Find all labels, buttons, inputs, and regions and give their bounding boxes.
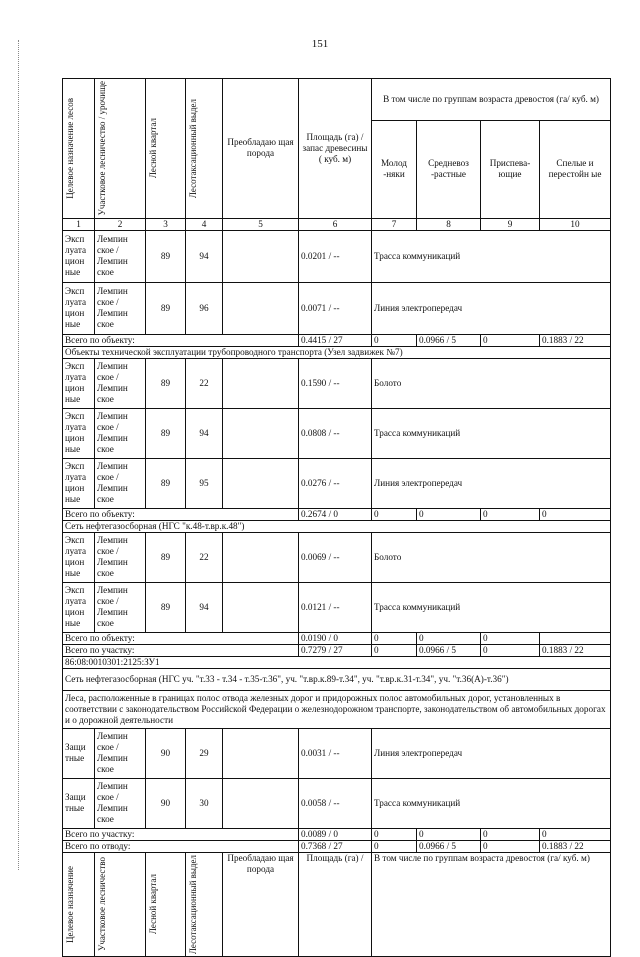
- summary-label: Всего по участку:: [63, 828, 299, 840]
- summary-row: [63, 508, 611, 520]
- cell-purpose: Эксп луата цион ные: [63, 458, 95, 508]
- cell-vydel: 22: [186, 358, 223, 408]
- summary-row: [63, 632, 611, 644]
- table-row: [63, 358, 611, 408]
- cell-area: 0.1590 / --: [299, 358, 372, 408]
- cell-species: [223, 728, 299, 778]
- summary-row: [63, 644, 611, 656]
- cell-purpose: Эксп луата цион ные: [63, 582, 95, 632]
- summary-c10: [540, 632, 611, 644]
- parcel-row: [63, 656, 611, 668]
- cell-forestry: Лемпин ское / Лемпин ское: [95, 282, 146, 334]
- forest-table: [62, 78, 611, 957]
- parcel-number: 86:08:0010301:2125:ЗУ1: [63, 656, 611, 668]
- section-row: [63, 520, 611, 532]
- summary-area: 0.4415 / 27: [299, 334, 372, 346]
- cell-note: Болото: [372, 532, 611, 582]
- cell-vydel: 96: [186, 282, 223, 334]
- cell-kvartal: 89: [146, 458, 186, 508]
- summary-c7: 0: [372, 632, 417, 644]
- cell-area: 0.0121 / --: [299, 582, 372, 632]
- header-species: Преобладаю щая порода: [223, 79, 299, 219]
- cell-forestry: Лемпин ское / Лемпин ское: [95, 408, 146, 458]
- col-num: 6: [299, 218, 372, 230]
- summary-area: 0.0089 / 0: [299, 828, 372, 840]
- summary-row: [63, 840, 611, 852]
- summary-c10: 0: [540, 508, 611, 520]
- col-num: 8: [417, 218, 481, 230]
- cell-area: 0.0808 / --: [299, 408, 372, 458]
- cell-kvartal: 90: [146, 728, 186, 778]
- summary-c8: 0: [417, 508, 481, 520]
- summary-c10: 0.1883 / 22: [540, 644, 611, 656]
- section-row: [63, 668, 611, 690]
- cell-kvartal: 89: [146, 358, 186, 408]
- cell-forestry: Лемпин ское / Лемпин ское: [95, 230, 146, 282]
- cell-species: [223, 778, 299, 828]
- summary-c10: 0: [540, 828, 611, 840]
- cell-vydel: 30: [186, 778, 223, 828]
- cell-vydel: 94: [186, 582, 223, 632]
- summary-c9: 0: [481, 828, 540, 840]
- summary-area: 0.7368 / 27: [299, 840, 372, 852]
- header-kvartal: Лесной квартал: [146, 79, 186, 219]
- col-num: 3: [146, 218, 186, 230]
- summary-area: 0.7279 / 27: [299, 644, 372, 656]
- table-row: [63, 582, 611, 632]
- header-forestry: Участковое лесничество / урочище: [95, 79, 146, 219]
- cell-area: 0.0058 / --: [299, 778, 372, 828]
- cell-vydel: 94: [186, 408, 223, 458]
- cell-vydel: 95: [186, 458, 223, 508]
- col-num: 5: [223, 218, 299, 230]
- table-row: [63, 532, 611, 582]
- summary-c8: 0.0966 / 5: [417, 644, 481, 656]
- cell-forestry: Лемпин ское / Лемпин ское: [95, 778, 146, 828]
- summary-label: Всего по объекту:: [63, 334, 299, 346]
- summary-c7: 0: [372, 840, 417, 852]
- section-row: [63, 346, 611, 358]
- cell-kvartal: 89: [146, 230, 186, 282]
- cell-vydel: 29: [186, 728, 223, 778]
- footer-header-forestry: Участковое лесничество: [95, 852, 146, 956]
- summary-label: Всего по отводу:: [63, 840, 299, 852]
- cell-note: Болото: [372, 358, 611, 408]
- cell-note: Трасса коммуникаций: [372, 778, 611, 828]
- table-row: [63, 728, 611, 778]
- cell-note: Трасса коммуникаций: [372, 230, 611, 282]
- table-row: [63, 282, 611, 334]
- cell-note: Линия электропередач: [372, 728, 611, 778]
- summary-c10: 0.1883 / 22: [540, 840, 611, 852]
- header-area: Площадь (га) / запас древесины ( куб. м): [299, 79, 372, 219]
- col-num: 7: [372, 218, 417, 230]
- col-num: 10: [540, 218, 611, 230]
- table-row: [63, 230, 611, 282]
- page-number: 151: [311, 38, 329, 50]
- header-young: Молод -няки: [372, 121, 417, 218]
- cell-forestry: Лемпин ское / Лемпин ское: [95, 458, 146, 508]
- cell-purpose: Эксп луата цион ные: [63, 230, 95, 282]
- section-title: Сеть нефтегазосборная (НГС "к.48-т.вр.к.48"): [63, 520, 611, 532]
- cell-species: [223, 458, 299, 508]
- cell-area: 0.0201 / --: [299, 230, 372, 282]
- footer-header-purpose: Целевое назначение: [63, 852, 95, 956]
- header-mature: Спелые и перестойн ые: [540, 121, 611, 218]
- table-row: [63, 778, 611, 828]
- footer-header-species: Преобладаю щая порода: [223, 852, 299, 956]
- cell-area: 0.0071 / --: [299, 282, 372, 334]
- cell-purpose: Эксп луата цион ные: [63, 408, 95, 458]
- cell-forestry: Лемпин ское / Лемпин ское: [95, 582, 146, 632]
- table-row: [63, 408, 611, 458]
- cell-area: 0.0069 / --: [299, 532, 372, 582]
- footer-header-vydel: Лесотаксационный выдел: [186, 852, 223, 956]
- cell-purpose: Защи тные: [63, 778, 95, 828]
- cell-species: [223, 408, 299, 458]
- summary-area: 0.2674 / 0: [299, 508, 372, 520]
- footer-header-area: Площадь (га) /: [299, 852, 372, 956]
- summary-c9: 0: [481, 632, 540, 644]
- cell-species: [223, 230, 299, 282]
- cell-species: [223, 532, 299, 582]
- cell-kvartal: 90: [146, 778, 186, 828]
- cell-purpose: Эксп луата цион ные: [63, 282, 95, 334]
- summary-c7: 0: [372, 644, 417, 656]
- summary-row: [63, 828, 611, 840]
- cell-forestry: Лемпин ское / Лемпин ское: [95, 728, 146, 778]
- table-row: [63, 458, 611, 508]
- summary-c9: 0: [481, 508, 540, 520]
- summary-label: Всего по объекту:: [63, 508, 299, 520]
- header-middle: Средневоз -растные: [417, 121, 481, 218]
- header-premature: Приспева- ющие: [481, 121, 540, 218]
- cell-species: [223, 358, 299, 408]
- cell-kvartal: 89: [146, 408, 186, 458]
- cell-kvartal: 89: [146, 532, 186, 582]
- section-title: Объекты технической эксплуатации трубопроводного транспорта (Узел задвижек №7): [63, 346, 611, 358]
- header-vydel: Лесотаксационный выдел: [186, 79, 223, 219]
- cell-kvartal: 89: [146, 582, 186, 632]
- cell-forestry: Лемпин ское / Лемпин ское: [95, 358, 146, 408]
- col-num: 9: [481, 218, 540, 230]
- section-description: Леса, расположенные в границах полос отвода железных дорог и придорожных полос автомобильных дорог, установленных в соответствии с законодательством Российской Федерации о железнодорожном транспорте, законодательством об автомобильных дорогах и о дорожной деятельности: [63, 690, 611, 728]
- col-num: 1: [63, 218, 95, 230]
- cell-note: Трасса коммуникаций: [372, 582, 611, 632]
- summary-c9: 0: [481, 334, 540, 346]
- summary-area: 0.0190 / 0: [299, 632, 372, 644]
- cell-note: Линия электропередач: [372, 458, 611, 508]
- cell-note: Трасса коммуникаций: [372, 408, 611, 458]
- cell-vydel: 22: [186, 532, 223, 582]
- cell-note: Линия электропередач: [372, 282, 611, 334]
- section-row: [63, 690, 611, 728]
- cell-species: [223, 282, 299, 334]
- cell-purpose: Эксп луата цион ные: [63, 532, 95, 582]
- summary-c8: 0: [417, 632, 481, 644]
- cell-forestry: Лемпин ское / Лемпин ское: [95, 532, 146, 582]
- summary-c7: 0: [372, 828, 417, 840]
- header-age-groups: В том числе по группам возраста древостоя (га/ куб. м): [372, 79, 611, 121]
- section-title: Сеть нефтегазосборная (НГС уч. "т.33 - т.34 - т.35-т.36", уч. "т.вр.к.89-т.34", уч. "т.вр.к.31-т.34", уч. "т.36(А)-т.36"): [63, 668, 611, 690]
- cell-purpose: Защи тные: [63, 728, 95, 778]
- summary-c8: 0.0966 / 5: [417, 334, 481, 346]
- summary-row: [63, 334, 611, 346]
- cell-vydel: 94: [186, 230, 223, 282]
- repeated-header-row: [63, 852, 611, 956]
- summary-c10: 0.1883 / 22: [540, 334, 611, 346]
- page-edge-mark: [18, 40, 20, 870]
- cell-kvartal: 89: [146, 282, 186, 334]
- col-num: 2: [95, 218, 146, 230]
- cell-area: 0.0276 / --: [299, 458, 372, 508]
- summary-c8: 0: [417, 828, 481, 840]
- footer-header-age-groups: В том числе по группам возраста древостоя (га/ куб. м): [372, 852, 611, 956]
- header-purpose: Целевое назначение лесов: [63, 79, 95, 219]
- col-num: 4: [186, 218, 223, 230]
- summary-label: Всего по участку:: [63, 644, 299, 656]
- summary-c9: 0: [481, 840, 540, 852]
- cell-species: [223, 582, 299, 632]
- summary-c9: 0: [481, 644, 540, 656]
- summary-label: Всего по объекту:: [63, 632, 299, 644]
- cell-area: 0.0031 / --: [299, 728, 372, 778]
- summary-c8: 0.0966 / 5: [417, 840, 481, 852]
- summary-c7: 0: [372, 334, 417, 346]
- cell-purpose: Эксп луата цион ные: [63, 358, 95, 408]
- summary-c7: 0: [372, 508, 417, 520]
- footer-header-kvartal: Лесной квартал: [146, 852, 186, 956]
